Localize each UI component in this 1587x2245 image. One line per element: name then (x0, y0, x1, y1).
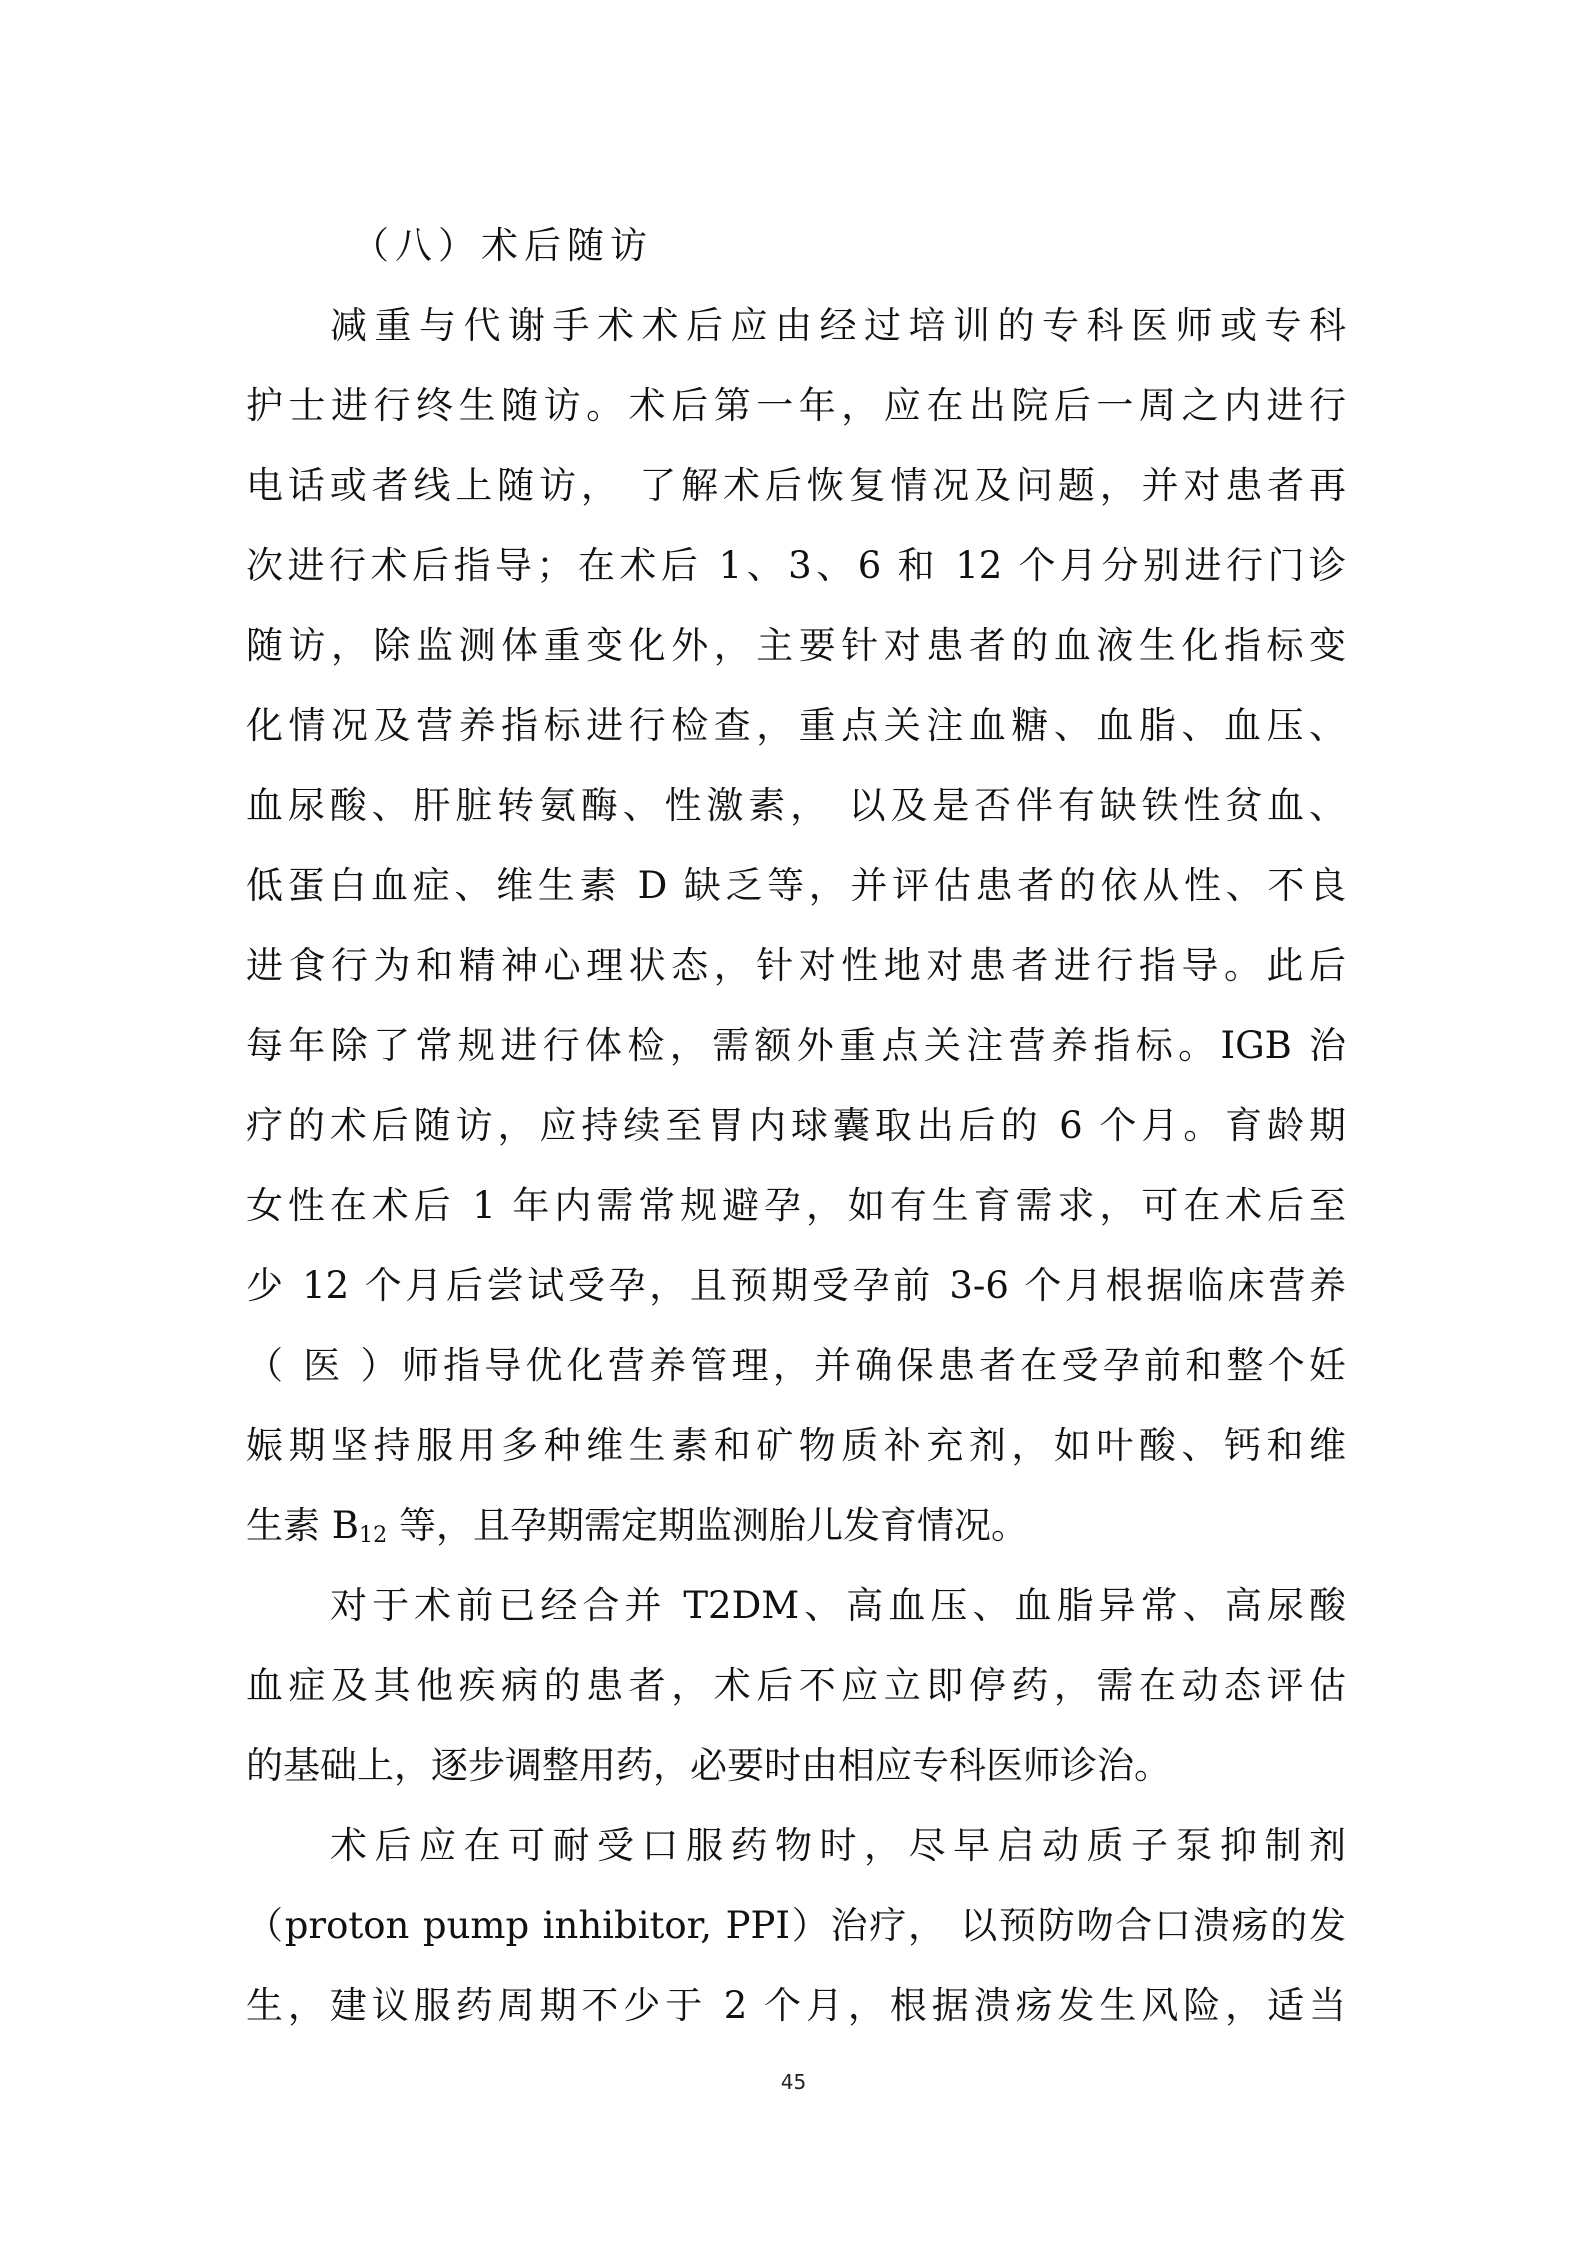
paragraph-line: 的基础上，逐步调整用药，必要时由相应专科医师诊治。 (246, 1744, 1171, 1787)
paragraph-line: 女性在术后 1 年内需常规避孕，如有生育需求，可在术后至 (246, 1184, 1346, 1227)
paragraph-line: 血尿酸、肝脏转氨酶、性激素， 以及是否伴有缺铁性贫血、 (246, 784, 1346, 827)
paragraph-line: 疗的术后随访，应持续至胃内球囊取出后的 6 个月。育龄期 (246, 1104, 1346, 1147)
section-heading: （八）术后随访 (352, 224, 653, 267)
paragraph-line: 对于术前已经合并 T2DM、高血压、血脂异常、高尿酸 (330, 1584, 1346, 1627)
paragraph-line: 次进行术后指导；在术后 1、3、6 和 12 个月分别进行门诊 (246, 544, 1346, 587)
page-number: 45 (780, 2070, 807, 2094)
paragraph-line: 术后应在可耐受口服药物时，尽早启动质子泵抑制剂 (330, 1824, 1346, 1867)
paragraph-line: 每年除了常规进行体检，需额外重点关注营养指标。IGB 治 (246, 1024, 1346, 1067)
paragraph-line: （proton pump inhibitor, PPI）治疗， 以预防吻合口溃疡的发 (246, 1904, 1346, 1947)
paragraph-line: （ 医 ）师指导优化营养管理，并确保患者在受孕前和整个妊 (246, 1344, 1346, 1387)
paragraph-line: 进食行为和精神心理状态，针对性地对患者进行指导。此后 (246, 944, 1346, 987)
paragraph-line: 少 12 个月后尝试受孕，且预期受孕前 3-6 个月根据临床营养 (246, 1264, 1346, 1307)
paragraph-last-line (246, 1502, 1346, 1550)
paragraph-line: 护士进行终生随访。术后第一年，应在出院后一周之内进行 (246, 384, 1346, 427)
paragraph-line: 减重与代谢手术术后应由经过培训的专科医师或专科 (330, 304, 1346, 347)
text-fragment: 等，且孕期需定期监测胎儿发育情况。 (387, 1504, 1028, 1547)
paragraph-line: 生，建议服药周期不少于 2 个月，根据溃疡发生风险，适当 (246, 1984, 1346, 2027)
paragraph-line: 低蛋白血症、维生素 D 缺乏等，并评估患者的依从性、不良 (246, 864, 1346, 907)
paragraph-line: 化情况及营养指标进行检查，重点关注血糖、血脂、血压、 (246, 704, 1346, 747)
subscript: 12 (358, 1522, 388, 1548)
paragraph-line: 电话或者线上随访， 了解术后恢复情况及问题，并对患者再 (246, 464, 1346, 507)
text-fragment: 生素 B (246, 1504, 359, 1547)
paragraph-line: 随访，除监测体重变化外，主要针对患者的血液生化指标变 (246, 624, 1346, 667)
paragraph-line: 娠期坚持服用多种维生素和矿物质补充剂，如叶酸、钙和维 (246, 1424, 1346, 1467)
paragraph-line: 血症及其他疾病的患者，术后不应立即停药，需在动态评估 (246, 1664, 1346, 1707)
